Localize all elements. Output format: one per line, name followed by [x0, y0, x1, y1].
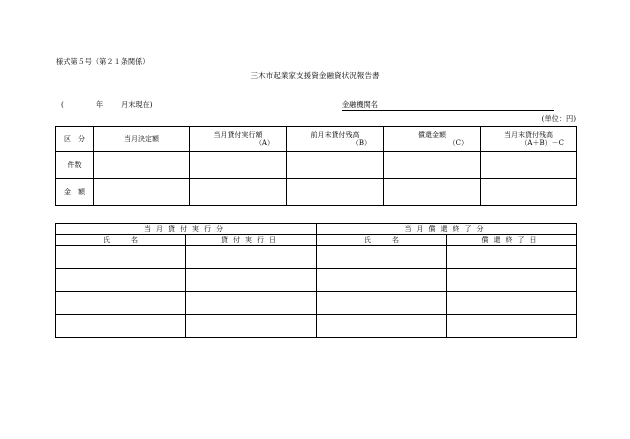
detail-cell[interactable]	[317, 246, 447, 269]
detail-row	[56, 292, 577, 315]
cell-amount-prev-balance[interactable]	[287, 179, 384, 206]
row-label-count: 件数	[56, 152, 94, 179]
col-prev-balance-label: 前月末貸付残高	[310, 130, 360, 139]
cell-amount-decision[interactable]	[94, 179, 190, 206]
detail-row	[56, 246, 577, 269]
cell-count-current-balance[interactable]	[481, 152, 577, 179]
summary-row-amount	[56, 179, 577, 206]
detail-row	[56, 269, 577, 292]
summary-header-row	[56, 127, 577, 152]
detail-cell[interactable]	[56, 292, 186, 315]
col-current-decision	[94, 127, 190, 152]
col-current-balance-sub: （A＋B）－C	[520, 139, 564, 147]
detail-cell[interactable]	[447, 269, 577, 292]
col-loan-exec-date: 貸付実行日	[186, 235, 317, 246]
col-current-loan-exec-sub: （A）	[254, 139, 274, 147]
detail-cell[interactable]	[317, 292, 447, 315]
col-repayment-sub: （C）	[448, 139, 468, 147]
detail-cell[interactable]	[186, 269, 317, 292]
detail-cell[interactable]	[186, 246, 317, 269]
detail-row	[56, 315, 577, 338]
detail-cell[interactable]	[447, 292, 577, 315]
col-prev-balance-sub: （B）	[351, 139, 371, 147]
cell-amount-loan-exec[interactable]	[190, 179, 287, 206]
cell-count-loan-exec[interactable]	[190, 152, 287, 179]
detail-cell[interactable]	[317, 269, 447, 292]
col-repayment-label: 償還金額	[418, 130, 446, 139]
cell-count-repayment[interactable]	[384, 152, 481, 179]
detail-table	[55, 223, 577, 338]
unit-label: (単位：円)	[541, 114, 576, 123]
col-prev-balance	[287, 127, 384, 152]
col-current-balance	[481, 127, 577, 152]
summary-corner-cell: 区 分	[56, 127, 94, 152]
detail-cell[interactable]	[317, 315, 447, 338]
detail-cell[interactable]	[56, 315, 186, 338]
cell-count-prev-balance[interactable]	[287, 152, 384, 179]
cell-count-decision[interactable]	[94, 152, 190, 179]
detail-cell[interactable]	[447, 246, 577, 269]
institution-label: 金融機関名	[342, 100, 378, 109]
group-repayment-completed: 当月償還終了分	[317, 224, 577, 235]
page-title: 三木市起業家支援資金融資状況報告書	[250, 71, 380, 80]
summary-table	[55, 126, 577, 206]
form-number: 様式第５号（第２１条関係）	[56, 57, 150, 66]
detail-cell[interactable]	[56, 246, 186, 269]
summary-row-count	[56, 152, 577, 179]
col-name-left: 氏 名	[56, 235, 186, 246]
detail-cell[interactable]	[186, 315, 317, 338]
cell-amount-repayment[interactable]	[384, 179, 481, 206]
col-current-balance-label: 当月末貸付残高	[504, 130, 553, 139]
col-name-right: 氏 名	[317, 235, 447, 246]
col-repay-end-date: 償還終了日	[447, 235, 577, 246]
col-current-decision-label: 当月決定額	[124, 134, 159, 143]
cell-amount-current-balance[interactable]	[481, 179, 577, 206]
col-current-loan-exec-label: 当月貸付実行額	[213, 130, 263, 139]
detail-column-header-row	[56, 235, 577, 246]
group-loan-executed: 当月貸付実行分	[56, 224, 317, 235]
detail-cell[interactable]	[186, 292, 317, 315]
date-open-paren: (	[61, 100, 64, 109]
detail-group-header-row	[56, 224, 577, 235]
row-label-amount: 金 額	[56, 179, 94, 206]
detail-cell[interactable]	[56, 269, 186, 292]
col-current-loan-exec	[190, 127, 287, 152]
institution-underline	[342, 110, 554, 111]
col-repayment	[384, 127, 481, 152]
date-year-label: 年	[96, 100, 104, 109]
detail-cell[interactable]	[447, 315, 577, 338]
date-month-label: 月末現在)	[121, 100, 153, 109]
